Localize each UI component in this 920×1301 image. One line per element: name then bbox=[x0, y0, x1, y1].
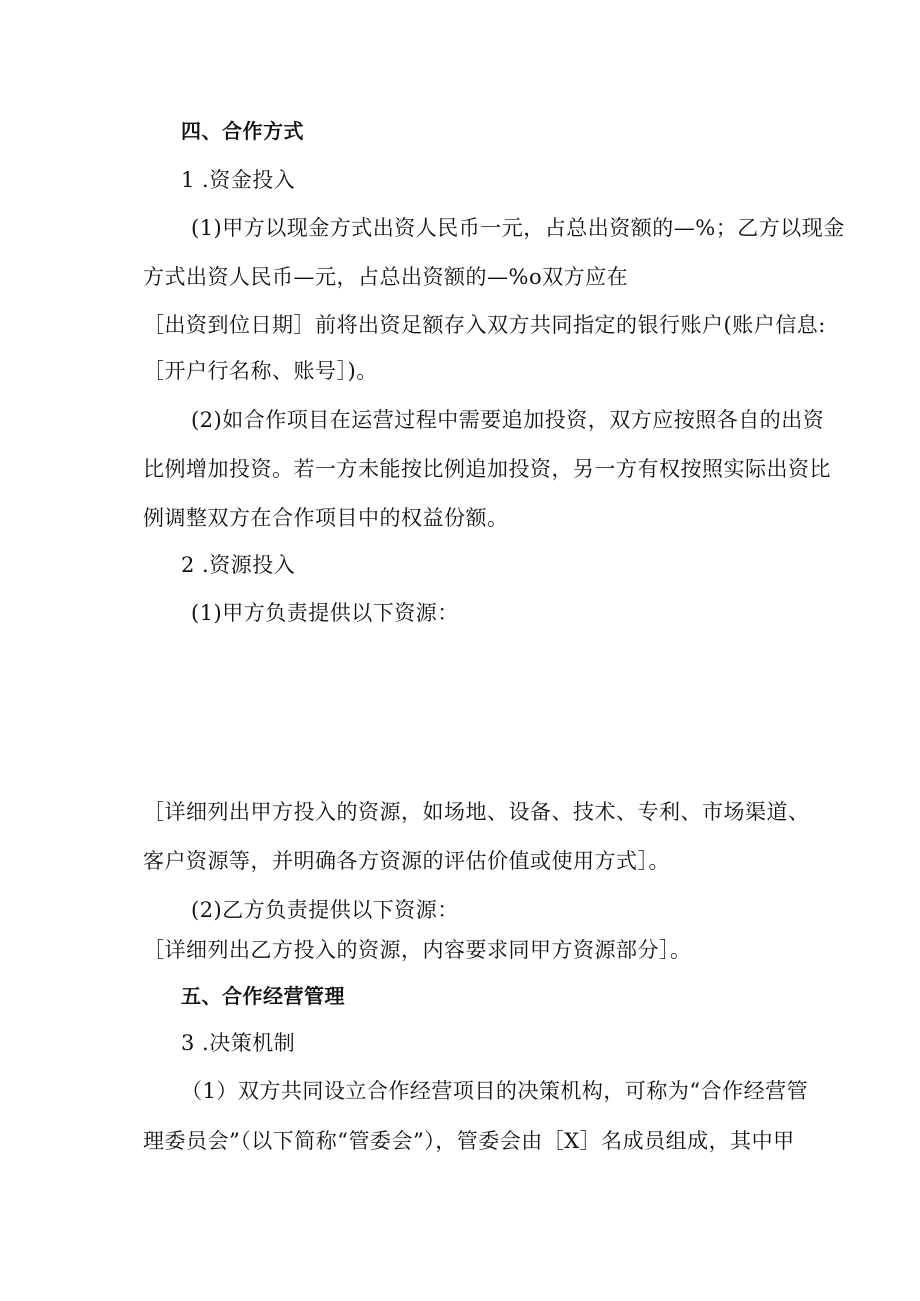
section-4-heading: 四、合作方式 bbox=[181, 119, 304, 143]
party-b-resources-detail: ［详细列出乙方投入的资源，内容要求同甲方资源部分］。 bbox=[143, 938, 692, 962]
item-3-para-1-line-2: 理委员会”（以下简称“管委会”），管委会由［X］名成员组成，其中甲 bbox=[143, 1129, 795, 1153]
party-a-resources-detail-line-1: ［详细列出甲方投入的资源，如场地、设备、技术、专利、市场渠道、 bbox=[143, 800, 810, 824]
item-1-para-1-line-3: ［出资到位日期］前将出资足额存入双方共同指定的银行账户(账户信息: bbox=[143, 313, 826, 337]
item-1-para-1-line-4: ［开户行名称、账号］)。 bbox=[143, 359, 378, 383]
item-1-para-2-line-3: 例调整双方在合作项目中的权益份额。 bbox=[143, 506, 509, 530]
party-b-resources-label: (2)乙方负责提供以下资源： bbox=[191, 898, 459, 922]
item-2-title: 2 .资源投入 bbox=[181, 553, 296, 577]
section-5-heading: 五、合作经营管理 bbox=[181, 984, 345, 1008]
party-a-resources-detail-line-2: 客户资源等，并明确各方资源的评估价值或使用方式］。 bbox=[143, 849, 670, 873]
item-3-para-1-line-1: （1）双方共同设立合作经营项目的决策机构，可称为“合作经营管 bbox=[181, 1079, 809, 1103]
item-1-para-1-line-1: (1)甲方以现金方式出资人民币一元，占总出资额的—%；乙方以现金 bbox=[191, 216, 845, 240]
item-1-title: 1 .资金投入 bbox=[181, 168, 296, 192]
item-1-para-1-line-2: 方式出资人民币—元，占总出资额的—%o双方应在 bbox=[143, 265, 629, 289]
party-a-resources-label: (1)甲方负责提供以下资源： bbox=[191, 601, 459, 625]
item-1-para-2-line-2: 比例增加投资。若一方未能按比例追加投资，另一方有权按照实际出资比 bbox=[143, 457, 831, 481]
item-1-para-2-line-1: (2)如合作项目在运营过程中需要追加投资，双方应按照各自的出资 bbox=[191, 408, 825, 432]
item-3-title: 3 .决策机制 bbox=[181, 1031, 296, 1055]
